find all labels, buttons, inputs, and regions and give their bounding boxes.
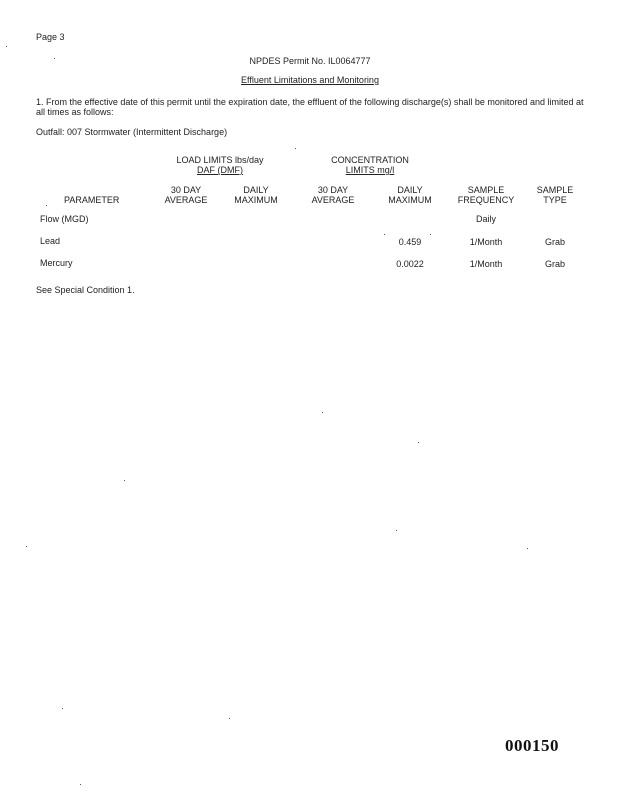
load-30day-header-2: AVERAGE [164, 195, 208, 205]
scan-speck [229, 718, 230, 719]
scan-speck [418, 442, 419, 443]
concentration-unit: LIMITS mg/l [345, 165, 395, 175]
scan-speck [527, 548, 528, 549]
conc-daily-header-2: MAXIMUM [388, 195, 432, 205]
conc-30day-header-1: 30 DAY [317, 185, 349, 195]
permit-title: NPDES Permit No. IL0064777 [249, 56, 371, 66]
scan-speck [62, 708, 63, 709]
outfall-label: Outfall: 007 Stormwater (Intermittent Discharge) [36, 127, 228, 137]
scan-speck [295, 148, 296, 149]
conc-daily-header-1: DAILY [397, 185, 423, 195]
concentration-header: CONCENTRATION [331, 155, 409, 165]
scan-speck [80, 784, 81, 785]
row-frequency: 1/Month [469, 259, 503, 269]
page-label: Page 3 [36, 32, 65, 42]
type-header-1: SAMPLE [536, 185, 574, 195]
scan-speck [46, 205, 47, 206]
conc-30day-header-2: AVERAGE [311, 195, 355, 205]
scan-speck [26, 546, 27, 547]
special-condition-note: See Special Condition 1. [36, 285, 135, 295]
row-daily-max: 0.459 [398, 237, 422, 247]
load-limits-unit: DAF (DMF) [197, 165, 243, 175]
row-parameter: Flow (MGD) [40, 214, 89, 224]
type-header-2: TYPE [543, 195, 567, 205]
load-daily-header-2: MAXIMUM [234, 195, 278, 205]
frequency-header-1: SAMPLE [467, 185, 505, 195]
scan-speck [6, 46, 7, 47]
scan-speck [430, 234, 431, 235]
intro-paragraph: 1. From the effective date of this permit until the expiration date, the effluent of the following discharge(s) shall be monitored and limited at all times as follows: [36, 97, 584, 117]
row-type: Grab [544, 237, 565, 247]
row-daily-max: 0.0022 [396, 259, 424, 269]
scan-speck [54, 58, 55, 59]
page-stamp: 000150 [505, 736, 559, 755]
load-daily-header-1: DAILY [243, 185, 269, 195]
section-title: Effluent Limitations and Monitoring [241, 75, 379, 85]
scan-speck [322, 412, 323, 413]
load-30day-header-1: 30 DAY [170, 185, 202, 195]
row-parameter: Mercury [40, 258, 73, 268]
scan-speck [124, 480, 125, 481]
frequency-header-2: FREQUENCY [457, 195, 515, 205]
row-parameter: Lead [40, 236, 61, 246]
row-frequency: Daily [475, 214, 496, 224]
parameter-header: PARAMETER [64, 195, 120, 205]
scan-speck [396, 530, 397, 531]
row-frequency: 1/Month [469, 237, 503, 247]
row-type: Grab [544, 259, 565, 269]
load-limits-header: LOAD LIMITS lbs/day [176, 155, 264, 165]
scan-speck [384, 234, 385, 235]
